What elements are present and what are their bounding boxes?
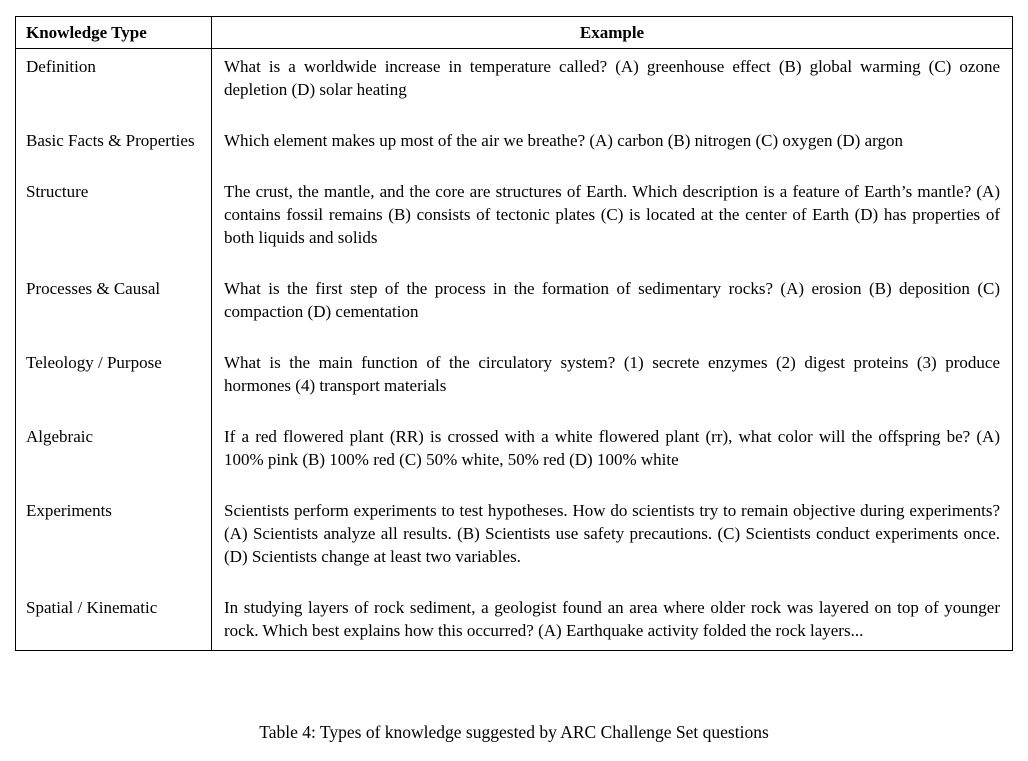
knowledge-type-cell: Basic Facts & Properties <box>16 123 212 174</box>
table-row <box>16 419 1013 493</box>
table-header-row <box>16 17 1013 49</box>
knowledge-type-cell: Definition <box>16 49 212 124</box>
table-row <box>16 174 1013 271</box>
example-cell: Scientists perform experiments to test hypotheses. How do scientists try to remain objective during experiments? (A) Scientists analyze all results. (B) Scientists use safety precautions. (C) Scientists conduct experiments once. (D) Scientists change at least two variables. <box>224 501 1000 566</box>
example-cell: The crust, the mantle, and the core are structures of Earth. Which description is a feature of Earth’s mantle? (A) contains fossil remains (B) consists of tectonic plates (C) is located at the center of Earth (D) has properties of both liquids and solids <box>224 182 1000 247</box>
table-row <box>16 590 1013 651</box>
header-example: Example <box>212 17 1013 49</box>
knowledge-type-cell: Structure <box>16 174 212 271</box>
knowledge-type-cell: Experiments <box>16 493 212 590</box>
example-cell: Which element makes up most of the air we breathe? (A) carbon (B) nitrogen (C) oxygen (D) argon <box>224 131 903 150</box>
example-cell: In studying layers of rock sediment, a geologist found an area where older rock was layered on top of younger rock. Which best explains how this occurred? (A) Earthquake activity folded the rock layers... <box>224 598 1000 640</box>
header-knowledge-type: Knowledge Type <box>16 17 212 49</box>
knowledge-type-cell: Spatial / Kinematic <box>16 590 212 651</box>
knowledge-type-cell: Algebraic <box>16 419 212 493</box>
table-row <box>16 123 1013 174</box>
example-cell: What is a worldwide increase in temperature called? (A) greenhouse effect (B) global warming (C) ozone depletion (D) solar heating <box>224 57 1000 99</box>
knowledge-types-table <box>15 16 1013 651</box>
knowledge-type-cell: Processes & Causal <box>16 271 212 345</box>
example-cell: What is the first step of the process in the formation of sedimentary rocks? (A) erosion (B) deposition (C) compaction (D) cementation <box>224 279 1000 321</box>
table-row <box>16 271 1013 345</box>
knowledge-type-cell: Teleology / Purpose <box>16 345 212 419</box>
table-row <box>16 49 1013 124</box>
table-row <box>16 493 1013 590</box>
example-cell: What is the main function of the circulatory system? (1) secrete enzymes (2) digest proteins (3) produce hormones (4) transport materials <box>224 353 1000 395</box>
example-cell: If a red flowered plant (RR) is crossed with a white flowered plant (rr), what color will the offspring be? (A) 100% pink (B) 100% red (C) 50% white, 50% red (D) 100% white <box>224 427 1000 469</box>
table-row <box>16 345 1013 419</box>
table-caption: Table 4: Types of knowledge suggested by ARC Challenge Set questions <box>259 722 769 742</box>
